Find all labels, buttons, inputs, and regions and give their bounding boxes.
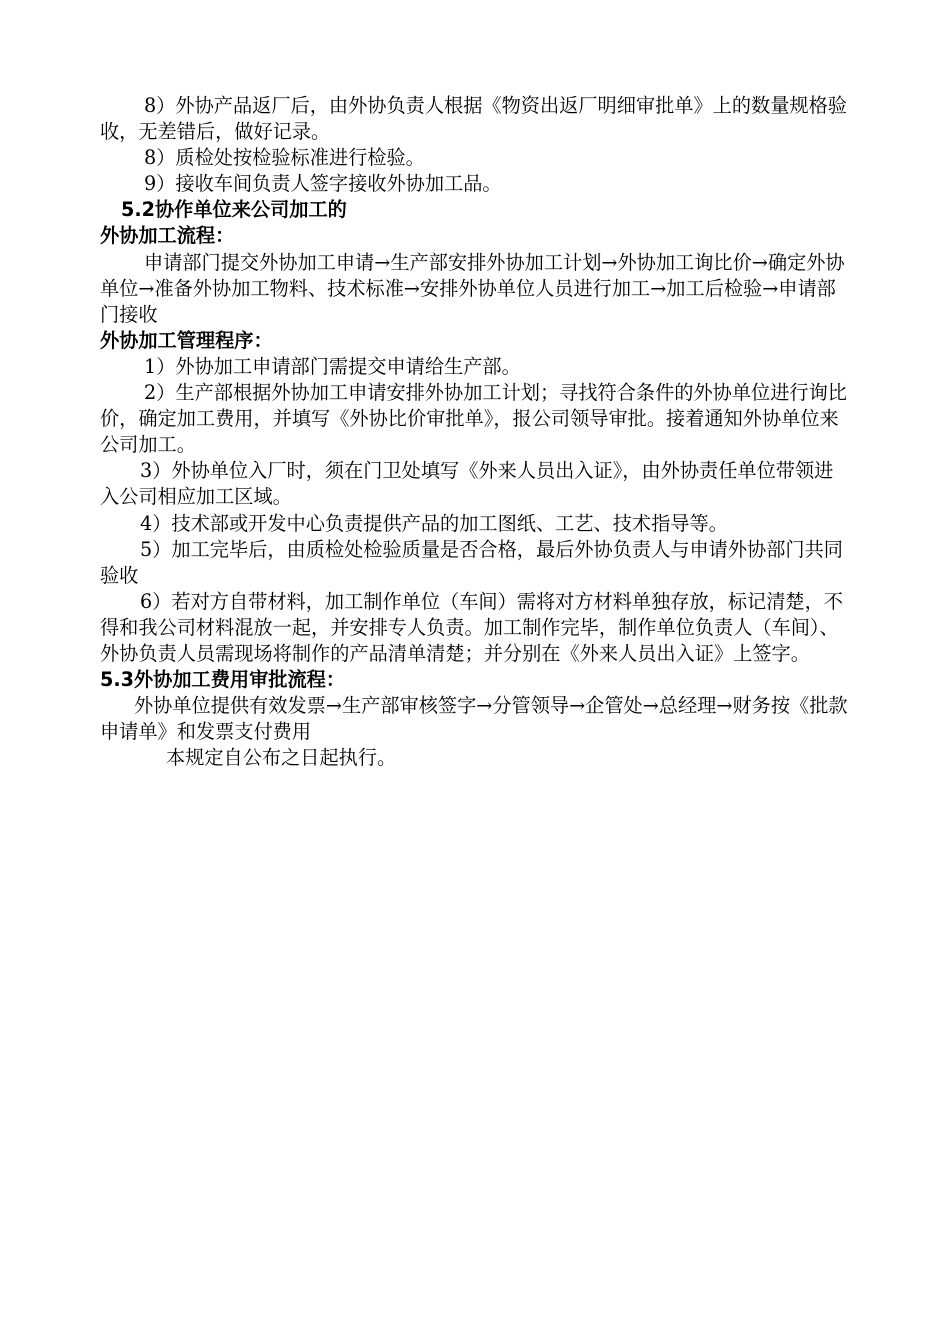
paragraph-step-6: 6）若对方自带材料，加工制作单位（车间）需将对方材料单独存放，标记清楚，不得和我公司材料混放一起，并安排专人负责。加工制作完毕，制作单位负责人（车间）、外协负责人员需现场将制作的产品清单清楚；并分别在《外来人员出入证》上签字。 bbox=[100, 589, 843, 665]
paragraph-fee-approval-flow: 外协单位提供有效发票→生产部审核签字→分管领导→企管处→总经理→财务按《批款申请单》和发票支付费用 bbox=[100, 694, 848, 744]
paragraph-item-8-inspection: 8）质检处按检验标准进行检验。 bbox=[144, 146, 425, 170]
section-heading-5-2: 5.2协作单位来公司加工的 bbox=[121, 198, 347, 222]
paragraph-step-1: 1）外协加工申请部门需提交申请给生产部。 bbox=[144, 354, 521, 378]
paragraph-item-8-return: 8）外协产品返厂后，由外协负责人根据《物资出返厂明细审批单》上的数量规格验收，无差错后，做好记录。 bbox=[100, 94, 847, 144]
section-heading-5-3: 5.3外协加工费用审批流程： bbox=[100, 668, 346, 692]
paragraph-step-5: 5）加工完毕后，由质检处检验质量是否合格，最后外协负责人与申请外协部门共同验收 bbox=[100, 537, 843, 587]
subheading-process-flow: 外协加工流程： bbox=[100, 224, 235, 248]
paragraph-effective-date: 本规定自公布之日起执行。 bbox=[166, 746, 397, 770]
document-body bbox=[100, 93, 852, 771]
paragraph-step-4: 4）技术部或开发中心负责提供产品的加工图纸、工艺、技术指导等。 bbox=[140, 511, 728, 535]
paragraph-step-3: 3）外协单位入厂时，须在门卫处填写《外来人员出入证》，由外协责任单位带领进入公司相应加工区域。 bbox=[100, 459, 834, 509]
paragraph-step-2: 2）生产部根据外协加工申请安排外协加工计划；寻找符合条件的外协单位进行询比价，确定加工费用，并填写《外协比价审批单》，报公司领导审批。接着通知外协单位来公司加工。 bbox=[100, 381, 847, 457]
paragraph-item-9-receive: 9）接收车间负责人签字接收外协加工品。 bbox=[144, 172, 502, 196]
paragraph-process-flow: 申请部门提交外协加工申请→生产部安排外协加工计划→外协加工询比价→确定外协单位→准备外协加工物料、技术标准→安排外协单位人员进行加工→加工后检验→申请部门接收 bbox=[100, 250, 845, 326]
subheading-management-procedure: 外协加工管理程序： bbox=[100, 328, 273, 352]
